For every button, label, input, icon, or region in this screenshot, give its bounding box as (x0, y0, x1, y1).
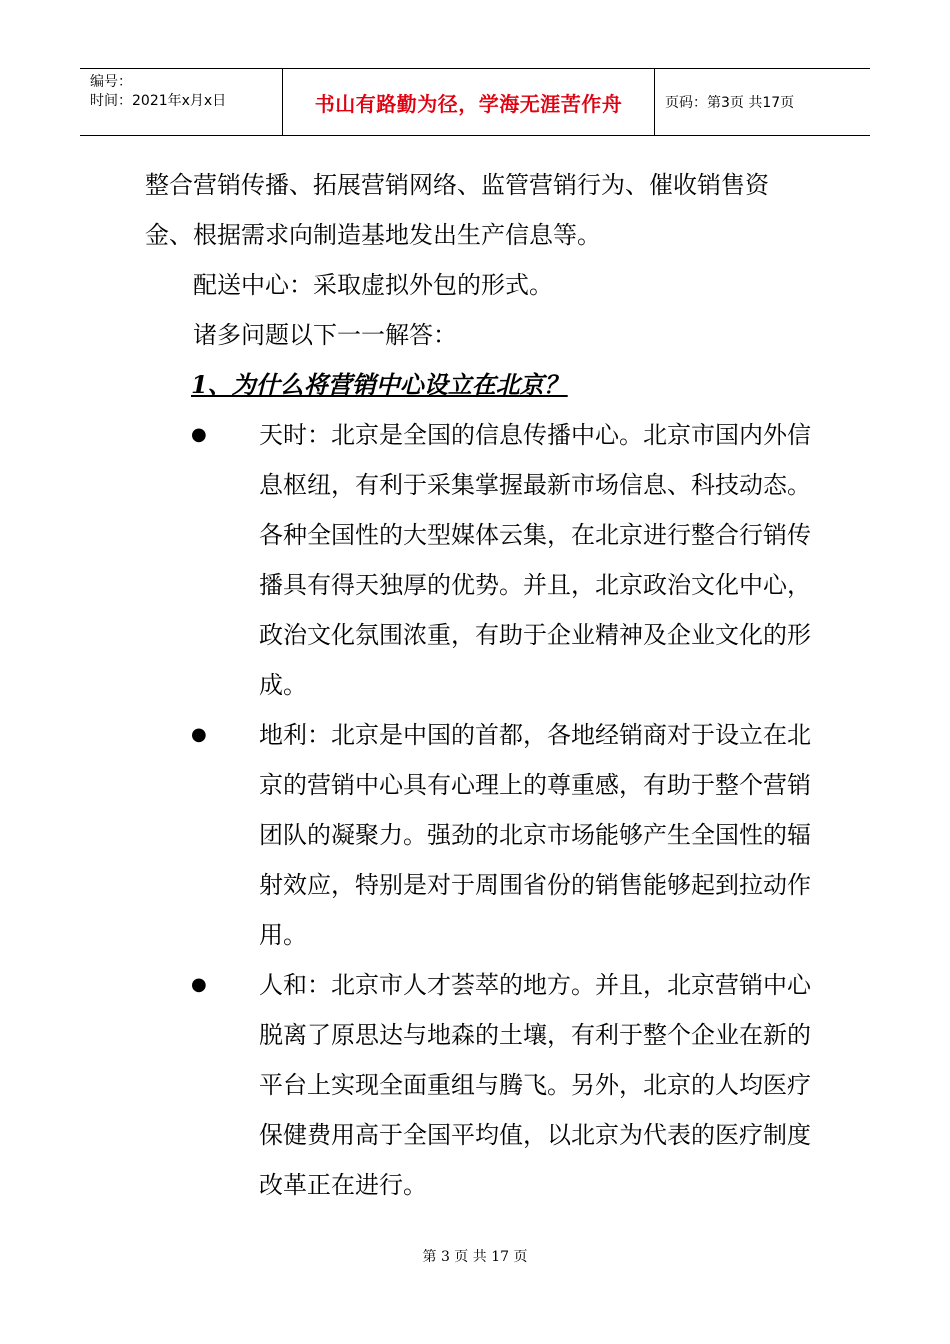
document-number-label: 编号： (90, 74, 132, 90)
list-item-text: 人和：北京市人才荟萃的地方。并且，北京营销中心脱离了原思达与地森的土壤，有利于整个企业在新的平台上实现全面重组与腾飞。另外，北京的人均医疗保健费用高于全国平均值，以北京为代表的医疗制度改革正在进行。 (259, 971, 811, 1199)
bullet-icon: ● (191, 724, 207, 745)
document-body (145, 160, 815, 1210)
page-footer: 第 3 页 共 17 页 (422, 1249, 528, 1265)
paragraph-questions-intro: 诸多问题以下一一解答： (193, 321, 457, 349)
list-item-text: 地利：北京是中国的首都，各地经销商对于设立在北京的营销中心具有心理上的尊重感，有助于整个营销团队的凝聚力。强劲的北京市场能够产生全国性的辐射效应，特别是对于周围省份的销售能够起到拉动作用。 (259, 721, 811, 949)
header-page-info: 页码：第3页 共17页 (665, 95, 795, 111)
header-slogan: 书山有路勤为径，学海无涯苦作舟 (283, 69, 655, 135)
list-item-text: 天时：北京是全国的信息传播中心。北京市国内外信息枢纽，有利于采集掌握最新市场信息、科技动态。各种全国性的大型媒体云集，在北京进行整合行销传播具有得天独厚的优势。并且，北京政治文化中心，政治文化氛围浓重，有助于企业精神及企业文化的形成。 (259, 421, 811, 699)
list-item (145, 710, 815, 960)
bullet-icon: ● (191, 974, 207, 995)
paragraph-distribution-center: 配送中心：采取虚拟外包的形式。 (193, 271, 553, 299)
list-item (145, 960, 815, 1210)
section-heading-beijing: 1、为什么将营销中心设立在北京？ (191, 370, 568, 399)
list-item (145, 410, 815, 710)
document-time-label: 时间：2021年x月x日 (90, 93, 227, 109)
page-header (80, 68, 870, 136)
paragraph-marketing-duties: 整合营销传播、拓展营销网络、监管营销行为、催收销售资金、根据需求向制造基地发出生产信息等。 (145, 171, 769, 249)
header-meta (80, 69, 283, 135)
bullet-icon: ● (191, 424, 207, 445)
